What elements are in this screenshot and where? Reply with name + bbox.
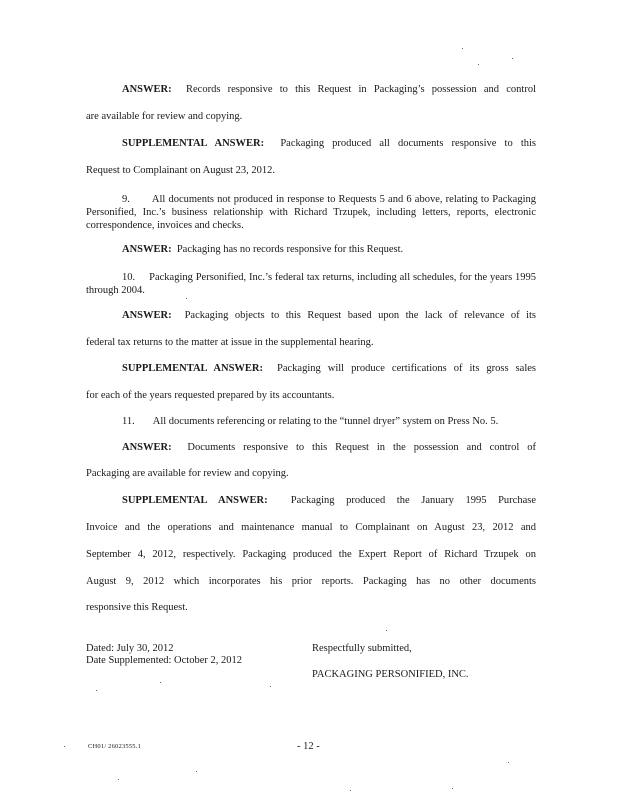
supplemental-10-text-1: Packaging will produce certifications of its gross sales — [277, 363, 536, 374]
scan-speck — [512, 58, 513, 59]
scan-speck — [350, 790, 351, 791]
supplemental-8-text-1: Packaging produced all documents responsive to this — [280, 138, 537, 149]
supplemental-8-line-2: Request to Complainant on August 23, 2012. — [86, 165, 275, 176]
scan-speck — [96, 690, 97, 691]
request-10-text: Packaging Personified, Inc.’s federal tax returns, including all schedules, for the years 1995 through 2004. — [86, 272, 536, 296]
document-id: CH01/ 26023555.1 — [88, 743, 142, 750]
request-11-text: All documents referencing or relating to the “tunnel dryer” system on Press No. 5. — [152, 416, 499, 427]
answer-10-line-2: federal tax returns to the matter at issue in the supplemental hearing. — [86, 337, 374, 348]
supplemental-answer-label: SUPPLEMENTAL ANSWER: — [122, 138, 265, 149]
supplemental-10-line-1 — [86, 363, 536, 374]
page-number: - 12 - — [297, 741, 320, 752]
request-9-number: 9. — [122, 194, 130, 205]
scan-speck — [196, 771, 197, 772]
scan-speck — [478, 64, 479, 65]
answer-label: ANSWER: — [122, 442, 172, 453]
answer-9 — [86, 244, 536, 255]
scan-speck — [160, 682, 161, 683]
answer-10-text-1: Packaging objects to this Request based upon the lack of relevance of its — [184, 310, 537, 321]
scan-speck — [64, 746, 65, 747]
supplemental-8-line-1 — [86, 138, 536, 149]
request-10 — [86, 271, 536, 297]
answer-label: ANSWER: — [122, 310, 172, 321]
scan-speck — [508, 762, 509, 763]
supplemental-11-line-3: September 4, 2012, respectively. Packaging produced the Expert Report of Richard Trzupek on — [86, 549, 536, 560]
supplemental-11-line-4: August 9, 2012 which incorporates his prior reports. Packaging has no other documents — [86, 576, 536, 587]
party-name: PACKAGING PERSONIFIED, INC. — [312, 669, 469, 680]
dated-line: Dated: July 30, 2012 — [86, 643, 174, 654]
answer-10-line-1 — [86, 310, 536, 321]
supplemental-11-line-1 — [86, 495, 536, 506]
scan-speck — [386, 630, 387, 631]
answer-8-text-1: Records responsive to this Request in Packaging’s possession and control — [186, 84, 537, 95]
supplemental-answer-label: SUPPLEMENTAL ANSWER: — [122, 495, 268, 506]
request-10-number: 10. — [122, 272, 136, 283]
answer-11-text-1: Documents responsive to this Request in the possession and control of — [187, 442, 536, 453]
scan-speck — [270, 686, 271, 687]
answer-11-line-1 — [86, 442, 536, 453]
request-11 — [86, 416, 536, 427]
answer-11-line-2: Packaging are available for review and copying. — [86, 468, 289, 479]
closing-line: Respectfully submitted, — [312, 643, 412, 654]
scan-speck — [118, 779, 119, 780]
scan-speck — [186, 298, 187, 299]
supplemental-11-text-1: Packaging produced the January 1995 Purchase — [290, 495, 536, 506]
date-supplemented-line: Date Supplemented: October 2, 2012 — [86, 655, 243, 666]
supplemental-10-line-2: for each of the years requested prepared by its accountants. — [86, 390, 335, 401]
answer-label: ANSWER: — [122, 244, 172, 255]
supplemental-11-line-5: responsive this Request. — [86, 602, 188, 613]
scan-speck — [462, 48, 463, 49]
answer-8-line-2: are available for review and copying. — [86, 111, 243, 122]
answer-label: ANSWER: — [122, 84, 172, 95]
answer-8-line-1 — [86, 84, 536, 95]
request-9-text: All documents not produced in response to Requests 5 and 6 above, relating to Packaging Personified, Inc.’s business relationship with Richard Trzupek, including letters, reports, electronic correspondence, invoices and checks. — [86, 194, 536, 231]
supplemental-11-line-2: Invoice and the operations and maintenance manual to Complainant on August 23, 2012 and — [86, 522, 536, 533]
supplemental-answer-label: SUPPLEMENTAL ANSWER: — [122, 363, 263, 374]
request-9 — [86, 193, 536, 232]
scan-speck — [452, 788, 453, 789]
request-11-number: 11. — [122, 416, 135, 427]
answer-9-text: Packaging has no records responsive for this Request. — [176, 244, 404, 255]
